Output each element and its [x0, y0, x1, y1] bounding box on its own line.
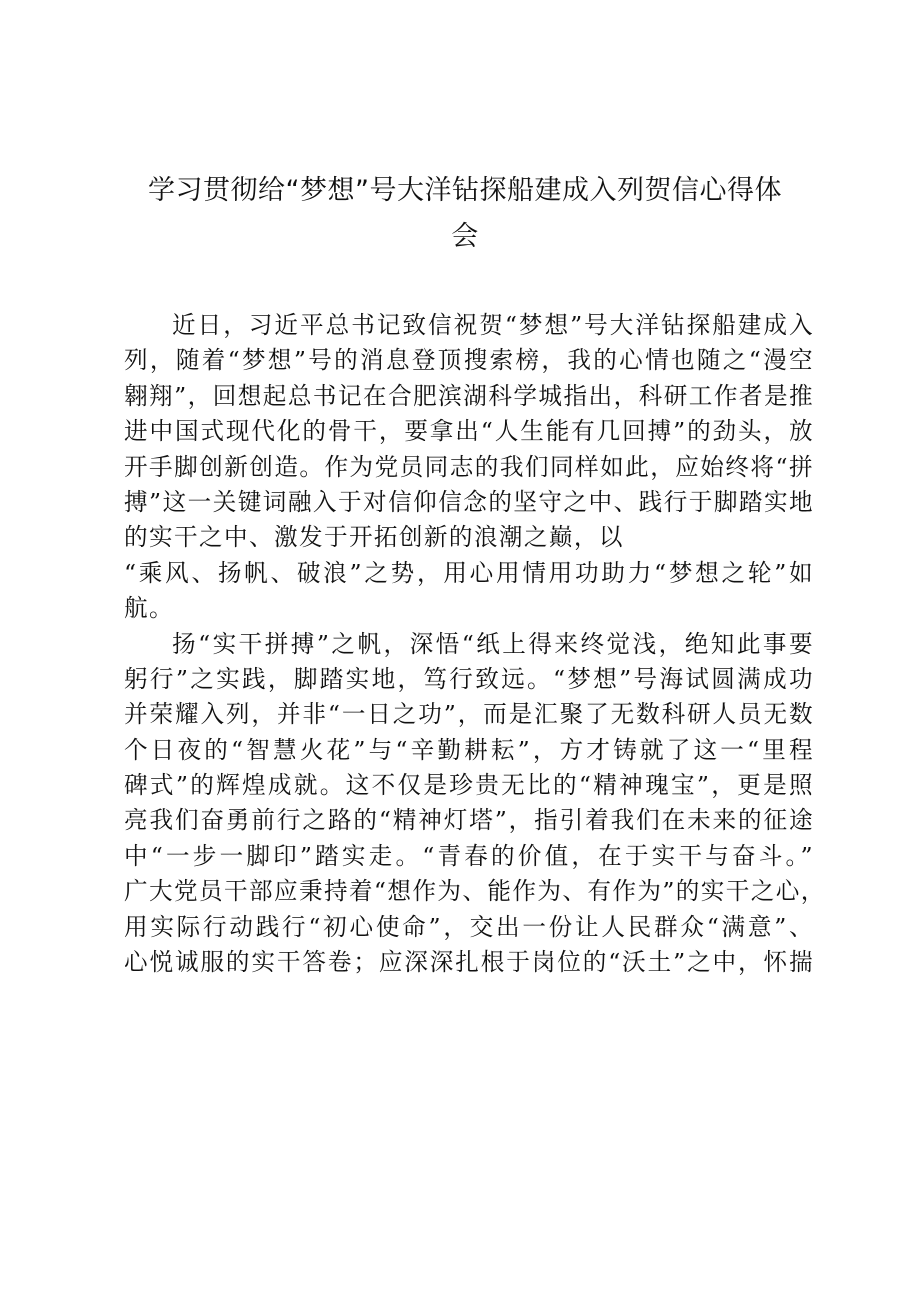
text-line: 个日夜的“智慧火花”与“辛勤耕耘”，方才铸就了这一“里程 [124, 735, 814, 764]
text-line: 并荣耀入列，并非“一日之功”，而是汇聚了无数科研人员无数 [124, 700, 814, 729]
text-line: 列，随着“梦想”号的消息登顶搜索榜，我的心情也随之“漫空 [124, 346, 814, 375]
document-body [124, 308, 826, 980]
text-line: 开手脚创新创造。作为党员同志的我们同样如此，应始终将“拼 [124, 452, 814, 481]
text-line: 亮我们奋勇前行之路的“精神灯塔”，指引着我们在未来的征途 [124, 806, 814, 835]
paragraph [124, 627, 826, 981]
text-line: 扬“实干拼搏”之帆，深悟“纸上得来终觉浅，绝知此事要 [172, 629, 814, 658]
text-line: 广大党员干部应秉持着“想作为、能作为、有作为”的实干之心， [124, 877, 826, 906]
document-title [120, 168, 810, 260]
text-line: 翱翔”，回想起总书记在合肥滨湖科学城指出，科研工作者是推 [124, 381, 814, 410]
text-line: 搏”这一关键词融入于对信仰信念的坚守之中、践行于脚踏实地 [124, 487, 814, 516]
text-line: 航。 [124, 594, 174, 623]
text-line: 的实干之中、激发于开拓创新的浪潮之巅，以 [124, 523, 624, 552]
text-line: 进中国式现代化的骨干，要拿出“人生能有几回搏”的劲头，放 [124, 417, 814, 446]
text-line: 近日，习近平总书记致信祝贺“梦想”号大洋钻探船建成入 [172, 311, 814, 339]
text-line: 心悦诚服的实干答卷；应深深扎根于岗位的“沃土”之中，怀揣 [124, 948, 814, 977]
title-line-1: 学习贯彻给“梦想”号大洋钻探船建成入列贺信心得体 [148, 175, 782, 206]
text-line: 中“一步一脚印”踏实走。“青春的价值，在于实干与奋斗。” [124, 841, 814, 870]
text-line: 躬行”之实践，脚踏实地，笃行致远。“梦想”号海试圆满成功 [124, 664, 814, 693]
paragraph [124, 308, 814, 627]
text-line: “乘风、扬帆、破浪”之势，用心用情用功助力“梦想之轮”如 [124, 558, 814, 587]
text-line: 碑式”的辉煌成就。这不仅是珍贵无比的“精神瑰宝”，更是照 [124, 771, 814, 800]
title-line-2: 会 [451, 221, 479, 252]
text-line: 用实际行动践行“初心使命”，交出一份让人民群众“满意”、 [124, 912, 814, 941]
